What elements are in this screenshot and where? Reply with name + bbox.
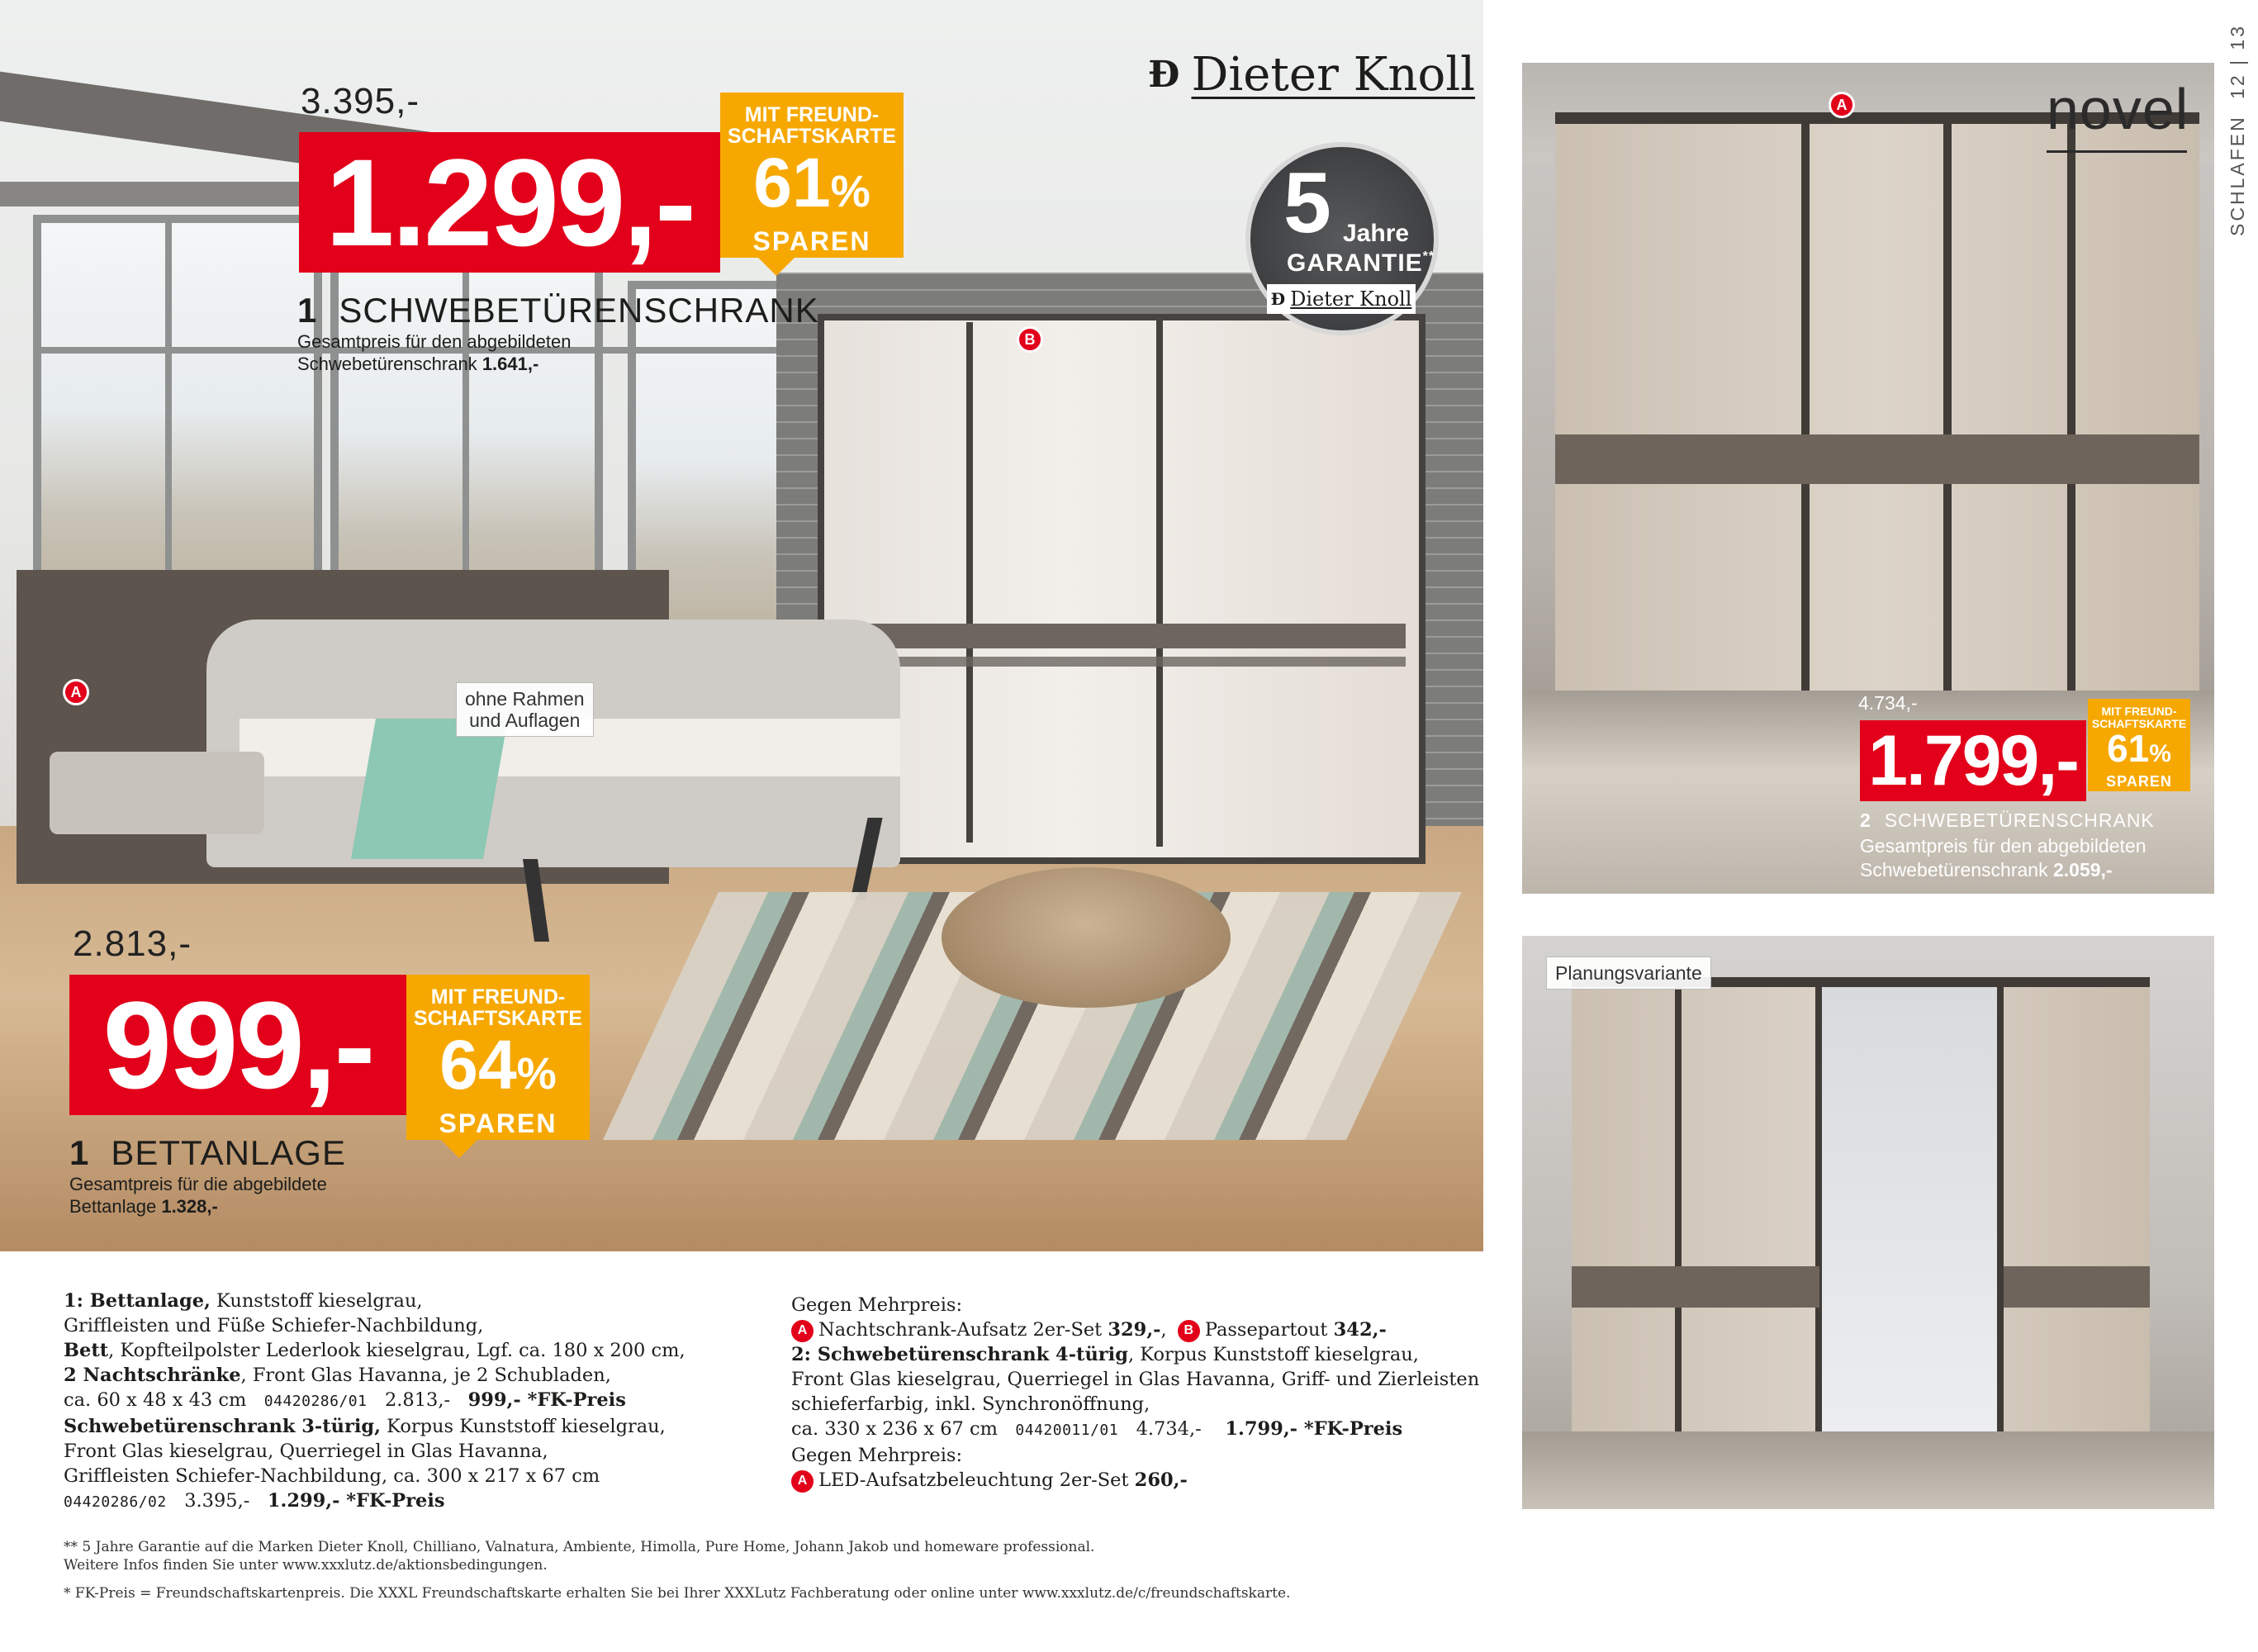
desc-line: Front Glas kieselgrau, Querriegel in Glas Havanna, <box>64 1441 548 1462</box>
badge-line2: SCHAFTSKARTE <box>2091 716 2187 730</box>
desc-addon-line: A Nachtschrank-Aufsatz 2er-Set 329,-, B Passepartout 342,- <box>791 1317 1501 1342</box>
wardrobe-crossbar <box>824 624 1406 648</box>
total-price-note <box>297 330 571 375</box>
desc-line: Front Glas kieselgrau, Querriegel in Glas Havanna, Griff- und Zierleisten <box>791 1369 1480 1390</box>
page-numbers: 12 | 13 <box>2227 23 2248 99</box>
section-label <box>2223 23 2253 244</box>
desc-addon-line: A LED-Aufsatzbeleuchtung 2er-Set 260,- <box>791 1468 1501 1493</box>
seal-stars: ** <box>1422 249 1435 263</box>
wardrobe-door-edge <box>2067 112 2075 715</box>
seal-brand: Ð Dieter Knoll <box>1267 284 1416 314</box>
desc-line: Griffleisten und Füße Schiefer-Nachbildung, <box>64 1315 484 1336</box>
wardrobe-door-edge <box>1997 977 2004 1489</box>
offer-price: 1.799,- <box>1860 720 2086 801</box>
desc-price-line: 04420286/02 3.395,- 1.299,- *FK-Preis <box>64 1490 445 1512</box>
wardrobe-door-edge <box>1815 977 1822 1489</box>
wardrobe-crossbar <box>1555 434 2199 484</box>
total-line1: Gesamtpreis für den abgebildeten <box>1860 835 2147 857</box>
bed-tag-line1: ohne Rahmen <box>465 688 585 710</box>
wardrobe-door-edge <box>966 322 973 843</box>
desc-line: Schwebetürenschrank 3-türig, Korpus Kunststoff kieselgrau, <box>64 1416 666 1437</box>
marker-a: A <box>1829 92 1855 118</box>
mint-throw-blanket <box>351 719 508 859</box>
badge-save: SPAREN <box>439 1108 557 1138</box>
wardrobe-3-door <box>818 314 1425 864</box>
desc-line: 1: Bettanlage, Kunststoff kieselgrau, <box>64 1290 423 1312</box>
marker-a: A <box>63 679 89 705</box>
dieter-knoll-logo <box>1148 48 1475 102</box>
nightstand <box>50 752 264 834</box>
seal-guarantee: GARANTIE** <box>1287 249 1435 277</box>
total-line2: Schwebetürenschrank 2.059,- <box>1860 859 2113 881</box>
bed-tag-line2: und Auflagen <box>469 710 581 731</box>
wardrobe-crossbar <box>1572 1266 1819 1308</box>
badge-save: SPAREN <box>2106 773 2172 790</box>
wardrobe-door-edge <box>1801 112 1810 715</box>
total-line2: Schwebetürenschrank 1.641,- <box>297 354 539 374</box>
badge-pointer <box>758 258 795 276</box>
planning-variant-tag: Planungsvariante <box>1546 957 1711 990</box>
product-title: 2 SCHWEBETÜRENSCHRANK <box>1860 809 2155 831</box>
footnote-guarantee: ** 5 Jahre Garantie auf die Marken Dieter Knoll, Chilliano, Valnatura, Ambiente, Himolla, Pure Home, Johann Jakob und homeware professional. <box>64 1539 1095 1555</box>
total-line2: Bettanlage 1.328,- <box>69 1196 218 1217</box>
total-line1: Gesamtpreis für die abgebildete <box>69 1174 327 1194</box>
old-price: 2.813,- <box>73 923 192 964</box>
badge-percent: 64% <box>439 1025 557 1104</box>
marker-a: A <box>791 1470 814 1493</box>
badge-line1: MIT FREUND- <box>430 985 566 1009</box>
planning-variant-photo <box>1522 936 2214 1509</box>
friendship-card-badge <box>2088 699 2190 791</box>
badge-percent: 61% <box>753 143 870 221</box>
footnote-fk-price: * FK-Preis = Freundschaftskartenpreis. Die XXXL Freundschaftskarte erhalten Sie bei Ihrer XXXLutz Fachberatung oder online unter www.xxxlutz.de/c/freundschaftskarte. <box>64 1585 1291 1602</box>
desc-line: 2 Nachtschränke, Front Glas Havanna, je 2 Schubladen, <box>64 1365 611 1386</box>
old-price: 3.395,- <box>301 81 420 121</box>
knitted-pouf <box>942 867 1231 1008</box>
wardrobe-door-edge <box>1675 977 1682 1489</box>
footnote-link: Weitere Infos finden Sie unter www.xxxlutz.de/aktionsbedingungen. <box>64 1557 548 1574</box>
badge-line2: SCHAFTSKARTE <box>413 1007 583 1031</box>
product-title: 1 SCHWEBETÜRENSCHRANK <box>297 291 819 330</box>
seal-number: 5 <box>1283 155 1331 251</box>
desc-line: Bett, Kopfteilpolster Lederlook kieselgrau, Lgf. ca. 180 x 200 cm, <box>64 1340 685 1361</box>
badge-line1: MIT FREUND- <box>2101 705 2177 718</box>
desc-price-line: ca. 330 x 236 x 67 cm 04420011/01 4.734,- 1.799,- *FK-Preis <box>791 1418 1403 1440</box>
seal-years: Jahre <box>1343 220 1410 247</box>
desc-line: Gegen Mehrpreis: <box>791 1445 963 1466</box>
marker-b: B <box>1017 326 1043 353</box>
open-interior <box>1822 987 1997 1489</box>
desc-line: Griffleisten Schiefer-Nachbildung, ca. 300 x 217 x 67 cm <box>64 1465 600 1487</box>
brand-name: Dieter Knoll <box>1191 48 1476 102</box>
floor-rug <box>1522 1431 2214 1509</box>
friendship-card-badge <box>406 975 590 1140</box>
description-left <box>64 1289 774 1515</box>
desc-price-line: ca. 60 x 48 x 43 cm 04420286/01 2.813,- 999,- *FK-Preis <box>64 1389 626 1411</box>
offer-price: 1.299,- <box>299 132 720 273</box>
wardrobe-body <box>1555 112 2199 715</box>
product-title: 1 BETTANLAGE <box>69 1133 346 1172</box>
wardrobe-door-edge <box>1156 318 1163 847</box>
friendship-card-badge <box>720 93 904 258</box>
offer-price: 999,- <box>69 975 406 1115</box>
wardrobe-door-edge <box>1943 112 1952 715</box>
badge-save: SPAREN <box>752 225 871 256</box>
novel-logo-underline <box>2047 150 2187 153</box>
description-right <box>791 1293 1501 1493</box>
marker-a: A <box>791 1320 814 1342</box>
guarantee-seal <box>1245 142 1439 335</box>
desc-line: 2: Schwebetürenschrank 4-türig, Korpus Kunststoff kieselgrau, <box>791 1344 1419 1365</box>
old-price: 4.734,- <box>1858 692 1918 714</box>
desc-line: Gegen Mehrpreis: <box>791 1294 963 1316</box>
wardrobe-crossbar <box>824 657 1406 667</box>
badge-line2: SCHAFTSKARTE <box>727 125 897 149</box>
section-name: SCHLAFEN <box>2227 115 2248 236</box>
dk-monogram-icon: Ð <box>1270 289 1286 309</box>
total-price-note <box>69 1173 327 1218</box>
total-price-note <box>1860 834 2147 882</box>
footnotes <box>64 1538 1468 1602</box>
badge-line1: MIT FREUND- <box>744 103 880 126</box>
badge-pointer <box>441 1140 477 1158</box>
desc-line: schieferfarbig, inkl. Synchronöffnung, <box>791 1393 1150 1415</box>
wardrobe-crossbar <box>2004 1266 2150 1308</box>
dk-monogram-icon: Ð <box>1148 54 1180 96</box>
total-line1: Gesamtpreis für den abgebildeten <box>297 331 572 352</box>
novel-logo: novel <box>2047 77 2189 141</box>
badge-percent: 61% <box>2107 727 2171 771</box>
marker-b: B <box>1178 1320 1200 1342</box>
bed-tag <box>456 682 594 737</box>
